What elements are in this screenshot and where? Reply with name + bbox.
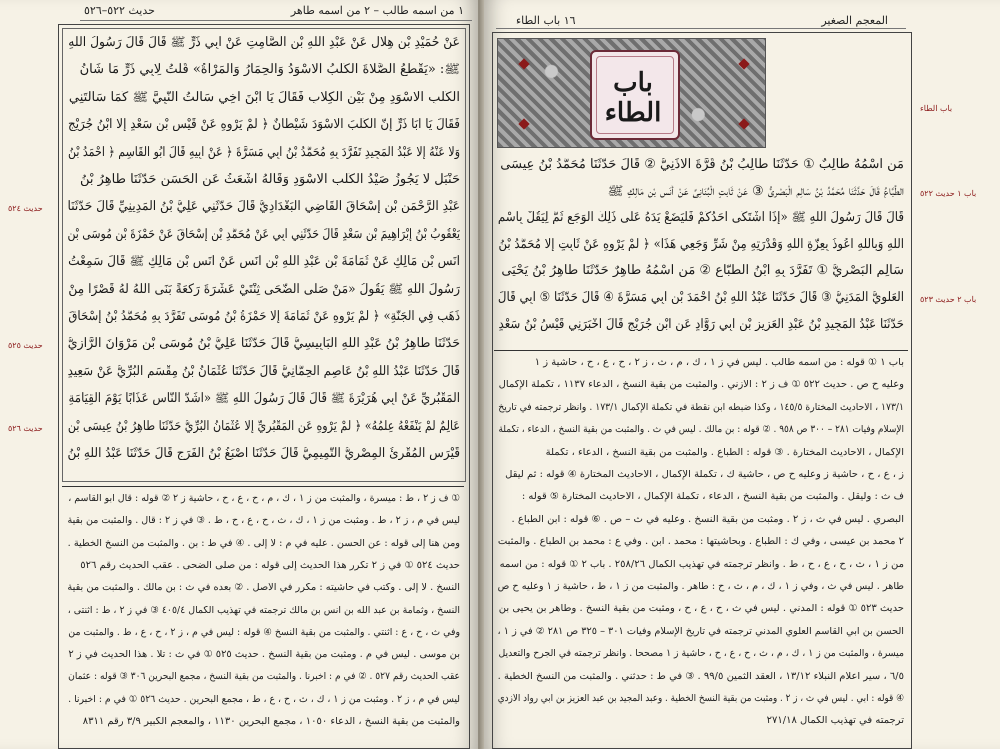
- footnote-line: باب ١ ① قوله : من اسمه طالب . ليس في ز ١ ، ك ، م ، ث ، ز ٢ ، ح ، ع ، ح ، حاشية ز ١: [534, 358, 904, 368]
- footnote-line: الحسن بن أبي القاسم العلوي المدني ترجمته في تاريخ الإسلام وفيات ٣٠١ – ٣٢٥ ص ٢٨١ ② في ز ١ ،: [497, 626, 904, 637]
- footnote-line: طاهر . ليس في ث ، وفي ز ١ ، ك ، م ، ث ، ح : طاهر . والمثبت من ز ١ ، ط ، حاشية ز ١ وعليه ح ص: [497, 582, 904, 592]
- text-line: الْمَقْبُرِيِّ عَنْ أَبِي هُرَيْرَةَ ﷺ قَالَ قَالَ رَسُولُ اللهِ ﷺ «أَشَدُّ النَّاسِ عَذَابًا يَوْمَ الْقِيَامَةِ: [68, 392, 460, 406]
- footnote-line: النسخ . لا إلى . وكتب في حاشيته : مكرر في الأصل . ② بعده في ث : بن مالك . والمثبت من بقية: [67, 583, 460, 594]
- margin-hadith-label: باب ٢ حديث ٥٢٣: [920, 295, 977, 304]
- footnote-line: ومن هنا إلى قوله : عن الحسن . عليه في م : لا إلى . ④ في ط : بن . والمثبت من النسخ الخطية .: [67, 538, 460, 549]
- footnote-line: ز ، ع ، ح ، حاشية ز وعليه ح ص ، حاشية ك ، تكملة الإكمال ، الأحاديث المختارة ④ قوله : ثم ليقل: [505, 470, 904, 480]
- footnote-line: وفي ث ، ح ، ع : اثنتي . والمثبت من بقية النسخ ④ قوله : ليس في م ، ز ٢ ، ح ، ع ، ط . والمثبت من: [68, 627, 460, 638]
- footnote-line: عقب الحديث رقم ٥٢٧ . ② في م : أخبرنا . والمثبت من بقية النسخ ، مجمع البحرين ٣٠٦ ③ قوله : عثمان: [68, 672, 460, 683]
- margin-hadith-label: حديث ٥٢٥: [8, 341, 43, 351]
- footnote-line: ④ قوله : أبي . ليس في ث ، ز ٢ . ومثبت من بقية النسخ الخطية . وعبد المجيد بن عبد العزيز بن أبي رواد الأزدي: [497, 694, 904, 704]
- right-header-chapter: ١٦ باب الطاء: [516, 14, 576, 27]
- footnote-line: البصري . ليس في ث ، ز ٢ . ومثبت من بقية النسخ . وعليه في ث – ص . ⑥ قوله : ابن الطباع .: [511, 514, 904, 525]
- footnote-line: ميسرة ، والمثبت من ز ١ ، ك ، م ، ث ، ح ، ع ، ح ، حاشية ز ١ مصححا . وانظر ترجمته في الجرح والتعديل: [498, 649, 904, 660]
- text-line: رَسُولَ اللهِ ﷺ يَقُولُ «مَنْ صَلَّى الضُّحَى ثِنْتَيْ عَشْرَةَ رَكْعَةً بَنَى اللهُ لَهُ قَصْرًا مِنْ: [68, 282, 460, 296]
- left-page: [0, 0, 478, 749]
- margin-hadith-label: باب الطاء: [920, 104, 953, 113]
- text-line: الطَّبَّاعُ قَالَ حَدَّثَنَا مُحَمَّدُ بْنُ سَالِمٍ الْبَصْرِيُّ ③ عَنْ ثَابِتٍ الْبُنَانِيِّ عَنْ أَنَسِ بْنِ مَالِكٍ ﷺ: [607, 184, 904, 198]
- footnote-line: حديث ٥٢٤ ① في ز ٢ تكرر هذا الحديث إلى قوله : من صلى الضحى . عقب الحديث رقم ٥٢٦: [80, 560, 460, 571]
- footnote-line: ① ف ز ٢ ، ط : ميسرة ، والمثبت من ز ١ ، ك ، م ، ح ، ع ، ح ، حاشية ز ٢ ② قوله : قال أبو القاسم ،: [68, 494, 460, 504]
- text-line: حَدَّثَنَا عَبْدُ الْمَجِيدِ بْنُ عَبْدِ الْعَزِيزِ بْنِ أَبِي رَوَّادٍ عَنِ ابْنِ جُرَيْجٍ قَالَ أَخْبَرَنِي قَيْسُ بْنُ سَعْدٍ: [498, 317, 904, 331]
- left-page-header: [0, 4, 478, 18]
- footnote-line: الإسلام وفيات ٢٨١ – ٣٠٠ ص ٩٥٨ . ② قوله : بن مالك . ليس في ث . والمثبت من بقية النسخ ، الدعاء ، تكملة: [498, 425, 904, 436]
- text-line: وَلَا عَنْهُ إِلَّا عَبْدُ الْمَجِيدِ تَفَرَّدَ بِهِ مُحَمَّدُ بْنُ أَبِي مَسَرَّةَ ﴿ عَنْ أَبِيهِ قَالَ أَبُو الْقَاسِمِ ﴿ أَحْمَدُ بْنُ: [67, 145, 460, 159]
- footnote-line: بن موسى . ليس في م . ومثبت من بقية النسخ . حديث ٥٢٥ ① في ث : تلا . هذا الحديث في ز ٢: [68, 650, 460, 661]
- text-line: فَقَالَ يَا أَبَا ذَرٍّ إِنَّ الْكَلْبَ الْأَسْوَدَ شَيْطَانٌ ﴿ لَمْ يَرْوِهِ عَنْ قَيْسِ بْنِ سَعْدٍ إِلَّا ابْنُ جُرَيْجٍ: [68, 118, 460, 132]
- right-page-header: [484, 4, 1000, 27]
- footnote-line: ١٧٣/١ ، الأحاديث المختارة ١٤٥/٥ ، وكذا ضبطه ابن نقطة في تكملة الإكمال ١٧٣/١ . وانظر ترجمته في تاريخ: [498, 402, 904, 413]
- footnote-line: الإكمال ، الأحاديث المختارة . ③ قوله : الطباع . والمثبت من بقية النسخ ، الدعاء ، تكملة: [545, 447, 904, 458]
- left-header-rule: [80, 20, 472, 21]
- text-line: عَنْ حُمَيْدِ بْنِ هِلَالٍ عَنْ عَبْدِ اللهِ بْنِ الصَّامِتِ عَنْ أَبِي ذَرٍّ ﷺ قَالَ قَالَ رَسُولُ اللهِ: [68, 36, 460, 49]
- margin-hadith-label: حديث ٥٢٦: [8, 423, 43, 433]
- right-notes-rule: [494, 350, 908, 351]
- text-line: قَيْرَسٍ الْمُقْرِئُ الْمِصْرِيُّ التَّمِيمِيُّ قَالَ حَدَّثَنَا أَصْبَغُ بْنُ الْفَرَجِ قَالَ حَدَّثَنَا عَبْدُ اللهِ بْنُ: [67, 447, 460, 460]
- footnote-line: والمثبت من بقية النسخ ، الدعاء ١٠٥٠ ، مجمع البحرين ١١٣٠ ، والمعجم الكبير ٣/٩ رقم ٨٣١١: [82, 717, 460, 727]
- right-header-book-title: المعجم الصغير: [821, 14, 888, 27]
- text-line: الْكَلْبِ الْأَسْوَدِ مِنْ بَيْنِ الْكِلَابِ فَقَالَ يَا ابْنَ أَخِي سَأَلْتُ النَّبِيَّ ﷺ كَمَا سَأَلْتَنِي: [68, 90, 460, 104]
- footnote-line: ٦/٥ ، سير أعلام النبلاء ١٣/١٢ ، العقد الثمين ٩٩/٥ . ③ في ط : حدثني . والمثبت من النسخ الخطية .: [498, 671, 904, 682]
- text-line: حَنْبَلٍ لَا يَجُوزُ صَيْدُ الْكَلْبِ الْأَسْوَدِ وَقَالَهُ أَشْعَثُ عَنِ الْحَسَنِ حَدَّثَنَا طَاهِرُ بْنُ: [79, 173, 460, 186]
- footnote-line: حديث ٥٢٣ ① قوله : المدني . ليس في ث ، ح ، ع ، ح ، ومثبت من بقية النسخ . وطاهر بن يحيى بن: [498, 604, 904, 615]
- left-header-chapter: ١ من اسمه طالب – ٢ من اسمه طاهر: [290, 4, 464, 17]
- text-line: أَنَسِ بْنِ مَالِكٍ عَنْ ثُمَامَةَ بْنِ عَبْدِ اللهِ بْنِ أَنَسٍ عَنْ أَنَسِ بْنِ مَالِكٍ ﷺ قَالَ سَمِعْتُ: [68, 255, 460, 269]
- margin-hadith-label: باب ١ حديث ٥٢٢: [920, 188, 977, 198]
- text-line: ذَهَبٍ فِي الْجَنَّةِ» ﴿ لَمْ يَرْوِهِ عَنْ ثُمَامَةَ إِلَّا حَمْزَةُ بْنُ مُوسَى تَفَرَّدَ بِهِ مُحَمَّدُ بْنُ إِسْحَاقَ: [68, 310, 460, 323]
- text-line: مَنِ اسْمُهُ طَالِبٌ ① حَدَّثَنَا طَالِبُ بْنُ قُرَّةَ الْأَذَنِيُّ ② قَالَ حَدَّثَنَا مُحَمَّدُ بْنُ عِيسَى: [500, 158, 904, 171]
- text-line: يَعْقُوبُ بْنُ إِبْرَاهِيمَ بْنِ سَعْدٍ قَالَ حَدَّثَنِي أَبِي عَنْ مُحَمَّدِ بْنِ إِسْحَاقَ عَنْ حَمْزَةَ بْنِ مُوسَى بْنِ: [67, 227, 460, 241]
- text-line: عَبْدِ الرَّحْمَنِ بْنِ إِسْحَاقَ الْقَاضِي الْبَغْدَادِيُّ قَالَ حَدَّثَنِي عَلِيُّ بْنُ الْمَدِينِيِّ قَالَ حَدَّثَنَا: [67, 200, 460, 214]
- text-line: ﷺ: «يَقْطَعُ الصَّلَاةَ الْكَلْبُ الْأَسْوَدُ وَالْحِمَارُ وَالْمَرْأَةُ» قُلْتُ لِأَبِي ذَرٍّ مَا شَأْنُ: [79, 63, 460, 77]
- footnote-line: النسخ ، وثمامة بن عبد الله بن أنس بن مالك ترجمته في تهذيب الكمال ٤٠٥/٤ ③ في ز ٢ ، ط : اثنتى ،: [68, 605, 460, 616]
- text-line: الْعَلَوِيُّ الْمَدَنِيُّ ③ قَالَ حَدَّثَنَا عَبْدُ اللهِ بْنُ أَحْمَدَ بْنِ أَبِي مَسَرَّةَ ④ قَالَ حَدَّثَنَا ⑤ أَبِي قَالَ: [498, 291, 904, 304]
- text-line: اللهِ وَبِاللهِ أَعُوذُ بِعِزَّةِ اللهِ وَقُدْرَتِهِ مِنْ شَرِّ وَجَعِي هَذَا» ﴿ لَمْ يَرْوِهِ عَنْ ثَابِتٍ إِلَّا مُحَمَّدُ بْنُ: [498, 237, 904, 251]
- text-line: سَالِمٍ الْبَصْرِيُّ ① تَفَرَّدَ بِهِ ابْنُ الطَّبَّاعِ ② مَنِ اسْمُهُ طَاهِرٌ حَدَّثَنَا طَاهِرُ بْنُ يَحْيَى: [501, 264, 904, 278]
- footnote-line: ليس في م ، ز ٢ . ومثبت من ز ١ ، ك ، ث ، ح ، ع ، ط ، مجمع البحرين . حديث ٥٢٦ ① في م : أخبرنا .: [68, 694, 460, 705]
- text-line: حَدَّثَنَا طَاهِرُ بْنُ عَبْدِ اللهِ الْبَابِيسِيُّ قَالَ حَدَّثَنَا عَلِيُّ بْنُ مُوسَى بْنِ مَرْوَانَ الرَّازِيُّ: [68, 337, 460, 351]
- footnote-line: ف ث : وليقل . والمثبت من بقية النسخ ، الدعاء ، تكملة الإكمال ، الأحاديث المختارة ⑤ قوله :: [521, 492, 904, 503]
- right-header-rule: [496, 28, 906, 29]
- footnote-line: ليس في م ، ز ٢ ، ط . ومثبت من ز ١ ، ك ، ث ، ح ، ع ، ح ، ط . ③ في ز ٢ : قال . والمثبت من بقية: [67, 516, 460, 527]
- footnote-line: ترجمته في تهذيب الكمال ٢٧١/١٨: [766, 716, 904, 727]
- text-line: قَالَ حَدَّثَنَا عَبْدُ اللهِ بْنُ عَاصِمٍ الْحِمَّانِيُّ قَالَ حَدَّثَنَا عُثْمَانُ بْنُ مِقْسَمٍ الْبُرِّيُّ عَنْ سَعِيدٍ: [67, 364, 460, 378]
- footnote-line: ٢ محمد بن عيسى ، وفي ك : الطباع . وبحاشيتها : محمد . ابن . وفي ع : محمد بن الطباع . والمثبت: [497, 537, 904, 548]
- footnote-line: من ز ١ ، ث ، ح ، ع ، ح ، ط . وانظر ترجمته في تهذيب الكمال ٢٥٨/٢٦ . باب ٢ ① قوله : من اسمه: [499, 559, 904, 570]
- left-notes-rule: [62, 486, 464, 487]
- chapter-title: باب الطاء: [604, 68, 662, 128]
- text-line: قَالَ قَالَ رَسُولُ اللهِ ﷺ «إِذَا اشْتَكَى أَحَدُكُمْ فَلْيَضَعْ يَدَهُ عَلَى ذَلِكَ الْوَجَعِ ثُمَّ لِيَقُلْ بِاسْمِ: [498, 211, 904, 225]
- left-header-hadith-range: حديث ٥٢٢–٥٢٦: [84, 4, 155, 17]
- margin-hadith-label: حديث ٥٢٤: [8, 204, 43, 214]
- text-line: عَالِمٌ لَمْ يَنْفَعْهُ عِلْمُهُ» ﴿ لَمْ يَرْوِهِ عَنِ الْمَقْبُرِيِّ إِلَّا عُثْمَانُ الْبُرِّيُّ حَدَّثَنَا طَاهِرُ بْنُ عِيسَى بْنِ: [67, 419, 460, 433]
- footnote-line: وعليه ح ص . حديث ٥٢٢ ① ف ز ٢ : الأزني . والمثبت من بقية النسخ ، الدعاء ١١٣٧ ، تكملة الإكمال: [498, 380, 904, 391]
